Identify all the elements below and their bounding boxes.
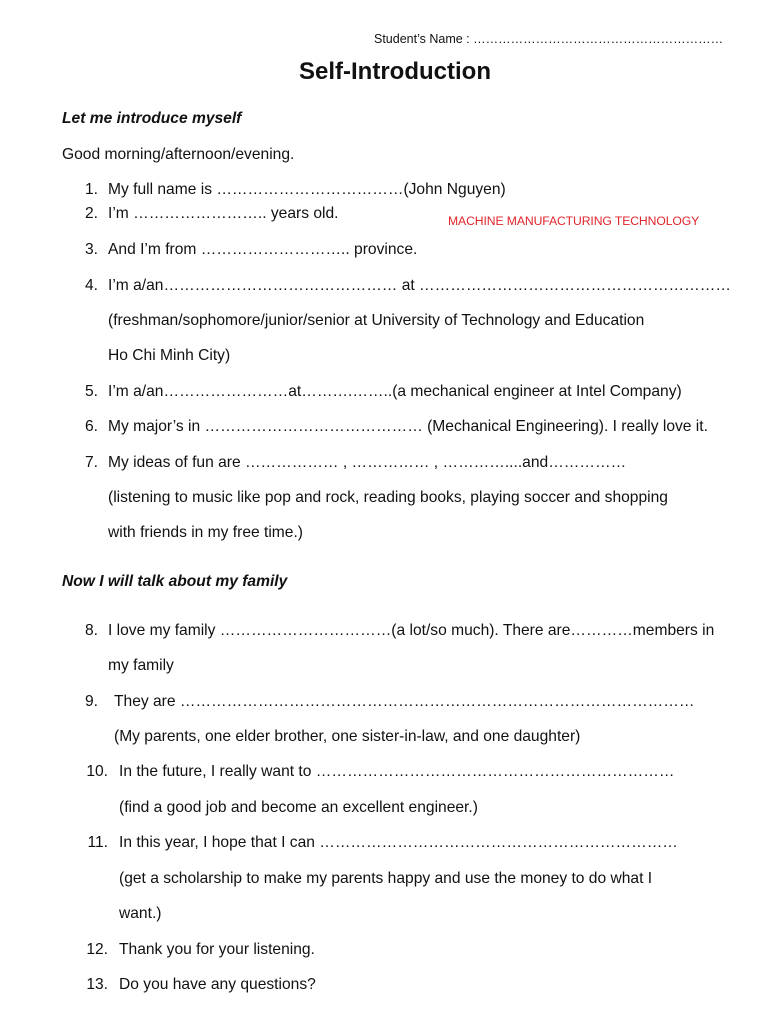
section-heading-family: Now I will talk about my family [62, 573, 288, 590]
list-item-text: In this year, I hope that I can …………………………………………………………… [119, 834, 678, 851]
list-item-text: I’m a/an……………………at……….……..(a mechanical engineer at Intel Company) [108, 383, 682, 400]
list-item-text: I’m …………………….. years old. [108, 205, 339, 222]
list-item-hint: (My parents, one elder brother, one sister-in-law, and one daughter) [114, 728, 581, 745]
list-item-text: I love my family ……………………………(a lot/so much). There are…………members in [108, 622, 715, 639]
list-item-number: 8. [84, 622, 98, 639]
list-item-hint: (find a good job and become an excellent engineer.) [119, 799, 478, 816]
list-item-text: They are ……………………………………………………………………………………… [114, 693, 695, 710]
list-item-text: I’m a/an……………………………………… at …………………………………………………… [108, 277, 731, 294]
list-item-number: 7. [84, 454, 98, 471]
list-item-text: My ideas of fun are ……………… , …………… , …………....and…………… [108, 454, 627, 471]
list-item-text: My major’s in …………………………………… (Mechanical Engineering). I really love it. [108, 418, 708, 435]
list-item-hint: (listening to music like pop and rock, reading books, playing soccer and shopping [108, 489, 668, 506]
list-item-hint: (freshman/sophomore/junior/senior at University of Technology and Education [108, 312, 645, 329]
section-heading-introduce: Let me introduce myself [62, 110, 242, 127]
list-item-number: 1. [84, 181, 98, 198]
list-item-number: 5. [84, 383, 98, 400]
page-title: Self-Introduction [299, 58, 491, 85]
student-name-field: Student’s Name : …………………………………………………… [374, 32, 724, 46]
list-item-number: 3. [84, 241, 98, 258]
list-item-hint: with friends in my free time.) [108, 524, 303, 541]
list-item-number: 4. [84, 277, 98, 294]
red-annotation-note: MACHINE MANUFACTURING TECHNOLOGY [448, 214, 700, 228]
list-item-hint: (get a scholarship to make my parents happy and use the money to do what I [119, 870, 653, 887]
list-item-hint: my family [108, 657, 174, 674]
list-item-text: And I’m from ……………………….. province. [108, 241, 418, 258]
list-item-hint: want.) [119, 905, 162, 922]
list-item-number: 10. [86, 763, 108, 780]
list-item-text: Thank you for your listening. [119, 941, 315, 958]
list-item-number: 11. [87, 834, 108, 851]
list-item-number: 6. [84, 418, 98, 435]
list-item-text: My full name is ………………………………(John Nguyen) [108, 181, 506, 198]
list-item-number: 13. [86, 976, 108, 993]
list-item-text: Do you have any questions? [119, 976, 316, 993]
list-item-number: 9. [84, 693, 98, 710]
greeting-line: Good morning/afternoon/evening. [62, 146, 295, 163]
list-item-text: In the future, I really want to …………………………………………………………… [119, 763, 675, 780]
list-item-hint: Ho Chi Minh City) [108, 347, 231, 364]
list-item-number: 12. [86, 941, 108, 958]
list-item-number: 2. [84, 205, 98, 222]
